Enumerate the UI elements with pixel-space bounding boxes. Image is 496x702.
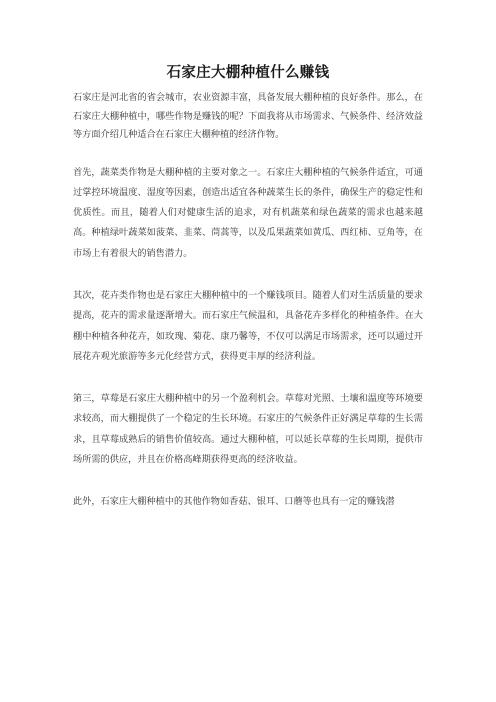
paragraph-vegetables: 首先，蔬菜类作物是大棚种植的主要对象之一。石家庄大棚种植的气候条件适宜，可通过掌控环境温度、湿度等因素，创造出适宜各种蔬菜生长的条件，确保生产的稳定性和优质性。而且，随着人们对健康生活的追求，对有机蔬菜和绿色蔬菜的需求也越来越高。种植绿叶蔬菜如菠菜、韭菜、茼蒿等，以及瓜果蔬菜如黄瓜、西红柿、豆角等，在市场上有着很大的销售潜力。: [73, 166, 423, 259]
paragraph-other-crops: 此外，石家庄大棚种植中的其他作物如香菇、银耳、口蘑等也具有一定的赚钱潜: [73, 496, 395, 508]
paragraph-strawberries: 第三，草莓是石家庄大棚种植中的另一个盈利机会。草莓对光照、土壤和温度等环境要求较高，而大棚提供了一个稳定的生长环境。石家庄的气候条件正好满足草莓的生长需求，且草莓成熟后的销售价值较高。通过大棚种植，可以延长草莓的生长周期，提供市场所需的供应，并且在价格高峰期获得更高的经济收益。: [73, 393, 423, 466]
paragraph-intro: 石家庄是河北省的省会城市，农业资源丰富，具备发展大棚种植的良好条件。那么，在石家庄大棚种植中，哪些作物是赚钱的呢？下面我将从市场需求、气候条件、经济效益等方面介绍几种适合在石家庄大棚种植的经济作物。: [73, 92, 423, 140]
document-title: 石家庄大棚种植什么赚钱: [166, 65, 330, 81]
paragraph-flowers: 其次，花卉类作物也是石家庄大棚种植中的一个赚钱项目。随着人们对生活质量的要求提高，花卉的需求量逐渐增大。而石家庄气候温和，具备花卉多样化的种植条件。在大棚中种植各种花卉，如玫瑰、菊花、康乃馨等，不仅可以满足市场需求，还可以通过开展花卉观光旅游等多元化经营方式，获得更丰厚的经济利益。: [73, 289, 423, 362]
